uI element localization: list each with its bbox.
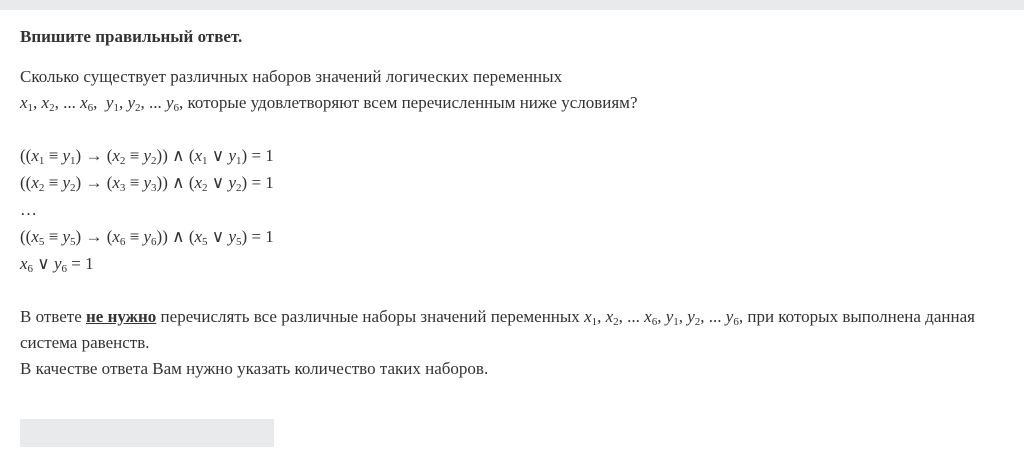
answer-input[interactable] bbox=[20, 419, 274, 447]
emphasis-text: не нужно bbox=[86, 307, 157, 326]
question-line-2: $x_1$, $x_2$, ... $x_6$, $y_1$, $y_2$, ... $y_6$, которые удовлетворяют всем перечисленным ниже условиям? bbox=[20, 93, 638, 114]
variable-list: $x_1$, $x_2$, ... $x_6$, $y_1$, $y_2$, ... $y_6$ bbox=[20, 93, 180, 114]
answer-note-line-1: В ответе не нужно перечислять все различные наборы значений переменных $x_1$, $x_2$, ... $x_6$, $y_1$, $y_2$, ... $y_6$, при которых выполнена данная система равенств. bbox=[20, 307, 975, 352]
answer-note bbox=[20, 304, 1010, 382]
equation: $((x_2 \equiv y_2) \to (x_3 \equiv y_3))$ ∧ ($x_2$ ∨ $y_2) = 1$ bbox=[20, 173, 274, 194]
top-bar bbox=[0, 0, 1024, 10]
answer-note-line-2: В качестве ответа Вам нужно указать количество таких наборов. bbox=[20, 359, 489, 378]
equation-system bbox=[20, 142, 1010, 277]
equation: $((x_1 \equiv y_1) \to (x_2 \equiv y_2))$ ∧ ($x_1$ ∨ $y_1) = 1$ bbox=[20, 146, 274, 167]
question-text bbox=[20, 64, 1010, 116]
equation: $((x_5 \equiv y_5) \to (x_6 \equiv y_6))$ ∧ ($x_5$ ∨ $y_5) = 1$ bbox=[20, 227, 274, 248]
final-equation: $x_6$ ∨ $y_6 = 1$ bbox=[20, 254, 94, 275]
task-content bbox=[20, 26, 1010, 382]
variable-list: $x_1$, $x_2$, ... $x_6$, $y_1$, $y_2$, ... $y_6$ bbox=[584, 307, 739, 328]
question-line-1: Сколько существует различных наборов значений логических переменных bbox=[20, 67, 563, 86]
task-instruction: Впишите правильный ответ. bbox=[20, 27, 243, 46]
equation-ellipsis: … bbox=[20, 200, 37, 219]
